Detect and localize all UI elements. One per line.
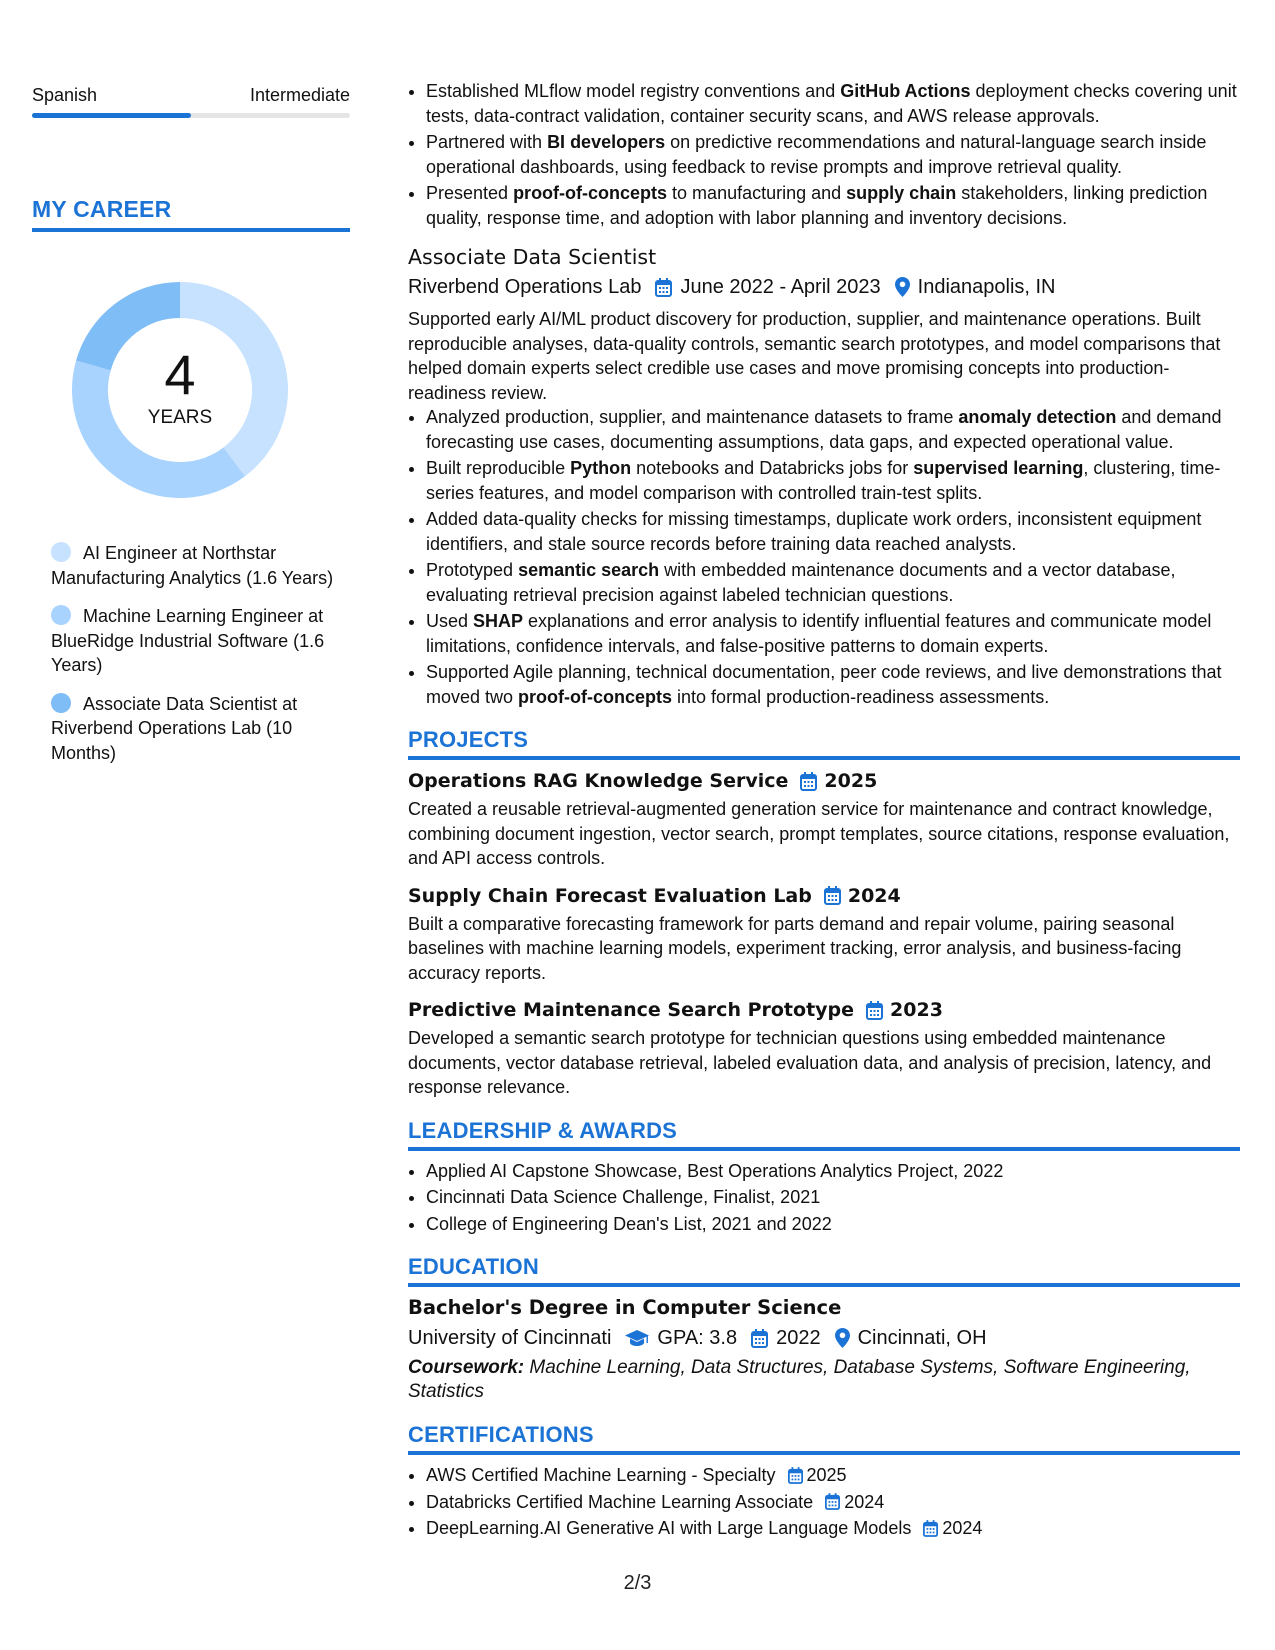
bullet-text: notebooks and Databricks jobs for <box>631 458 914 478</box>
bullet-text: to manufacturing and <box>667 183 847 203</box>
certification-item <box>426 1463 1240 1488</box>
bullet-item <box>426 456 1240 505</box>
language-proficiency-bar <box>32 113 350 118</box>
job-bullets <box>408 405 1240 709</box>
sidebar <box>32 82 350 779</box>
bullet-keyword: proof-of-concepts <box>513 183 668 203</box>
certification-year: 2024 <box>844 1491 885 1512</box>
job-meta <box>408 273 1240 301</box>
legend-label: Associate Data Scientist at Riverbend Operations Lab (10 Months) <box>51 693 298 763</box>
school-location: Cincinnati, OH <box>857 1327 987 1349</box>
certification-name: • AWS Certified Machine Learning - Specialty <box>426 1465 776 1485</box>
legend-dot <box>51 693 71 713</box>
bullet-keyword: SHAP <box>473 611 524 631</box>
bullet-text: Added data-quality checks for missing timestamps, duplicate work orders, inconsistent equipment identifiers, and stale source records before training data reached analysts. <box>426 509 1202 554</box>
bullet-keyword: BI developers <box>547 132 666 152</box>
education-meta <box>408 1324 1240 1352</box>
language-name: Spanish <box>32 85 98 105</box>
legend-dot <box>51 605 71 625</box>
bullet-item <box>426 507 1240 556</box>
project-year: 2024 <box>847 884 901 907</box>
projects-heading: PROJECTS <box>408 727 1240 760</box>
school-name: University of Cincinnati <box>408 1327 612 1349</box>
bullet-text: Presented <box>426 183 514 203</box>
page-number: 2/3 <box>623 1572 652 1594</box>
legend-dot <box>51 542 71 562</box>
bullet-item <box>426 558 1240 607</box>
project-item <box>408 768 1240 871</box>
bullet-text: Used <box>426 611 474 631</box>
leadership-item: • Cincinnati Data Science Challenge, Finalist, 2021 <box>426 1185 1240 1210</box>
bullet-keyword: semantic search <box>518 560 660 580</box>
bullet-text: Supported Agile planning, technical documentation, peer code reviews, and live demonstrations that moved two <box>426 662 1222 707</box>
legend-item <box>51 604 350 678</box>
bullet-text: with embedded maintenance documents and a vector database, evaluating retrieval precision against labeled technician questions. <box>426 560 1176 605</box>
career-total-years: 4 <box>164 343 196 406</box>
location-pin-icon <box>835 1328 850 1348</box>
job-summary: Supported early AI/ML product discovery for production, supplier, and maintenance operations. Built reproducible analyses, data-quality controls, semantic search prototypes, and model comparisons that helped domain experts select credible use cases and move promising concepts into production-readiness review. <box>408 309 1221 403</box>
job-location: Indianapolis, IN <box>917 276 1056 298</box>
project-item <box>408 997 1240 1100</box>
project-title: Operations RAG Knowledge Service <box>408 770 789 792</box>
bullet-text: Built reproducible <box>426 458 571 478</box>
graduation-year: 2022 <box>776 1327 821 1349</box>
certification-name: • Databricks Certified Machine Learning Associate <box>426 1491 814 1512</box>
career-donut-chart <box>67 277 293 503</box>
bullet-text: Analyzed production, supplier, and maintenance datasets to frame <box>426 407 959 427</box>
bullet-item <box>426 609 1240 658</box>
legend-item <box>51 692 350 766</box>
career-heading: MY CAREER <box>32 196 350 232</box>
project-title: Supply Chain Forecast Evaluation Lab <box>408 884 812 907</box>
project-year: 2023 <box>890 999 943 1021</box>
bullet-keyword: GitHub Actions <box>840 81 971 101</box>
bullet-item <box>426 79 1240 128</box>
calendar-icon <box>825 1493 840 1510</box>
coursework-list: Machine Learning, Data Structures, Database Systems, Software Engineering, Statistics <box>408 1357 1191 1402</box>
previous-job-bullets <box>408 79 1240 230</box>
career-total-unit: YEARS <box>147 407 213 428</box>
project-description: Developed a semantic search prototype for technician questions using embedded maintenance documents, vector database retrieval, labeled evaluation data, and analysis of precision, latency, and response relevance. <box>408 1028 1212 1097</box>
coursework <box>408 1356 1240 1404</box>
bullet-keyword: supply chain <box>846 183 957 203</box>
graduation-cap-icon <box>625 1329 649 1347</box>
calendar-icon <box>751 1329 768 1348</box>
job-title: Associate Data Scientist <box>408 245 657 269</box>
certification-item <box>426 1490 1240 1515</box>
bullet-keyword: anomaly detection <box>958 407 1117 427</box>
calendar-icon <box>923 1520 938 1537</box>
bullet-text: , clustering, time-series features, and model comparison with controlled train-test splits. <box>426 458 1221 503</box>
bullet-text: Established MLflow model registry conventions and <box>426 81 841 101</box>
job-company: Riverbend Operations Lab <box>408 276 642 298</box>
legend-item <box>51 541 350 590</box>
bullet-text: on predictive recommendations and natural-language search inside operational dashboards, using feedback to revise prompts and improve retrieval quality. <box>426 132 1207 177</box>
leadership-list <box>408 1159 1240 1237</box>
main-content <box>408 79 1240 1543</box>
bullet-text: deployment checks covering unit tests, data-contract validation, container security scans, and AWS release approvals. <box>426 81 1237 126</box>
language-proficiency-fill <box>32 113 191 118</box>
legend-label: AI Engineer at Northstar Manufacturing Analytics (1.6 Years) <box>51 543 334 588</box>
bullet-text: and demand forecasting use cases, documenting assumptions, data gaps, and expected operational value. <box>426 407 1222 452</box>
bullet-item <box>426 130 1240 179</box>
job-dates: June 2022 - April 2023 <box>680 276 881 298</box>
legend-label: Machine Learning Engineer at BlueRidge Industrial Software (1.6 Years) <box>51 606 325 675</box>
calendar-icon <box>788 1467 803 1484</box>
bullet-keyword: Python <box>570 458 632 478</box>
project-description: Created a reusable retrieval-augmented generation service for maintenance and contract knowledge, combining document ingestion, vector search, prompt templates, source citations, response evaluation, and API access controls. <box>408 799 1230 868</box>
education-heading: EDUCATION <box>408 1254 1240 1287</box>
bullet-item <box>426 405 1240 454</box>
project-description: Built a comparative forecasting framework for parts demand and repair volume, pairing seasonal baselines with machine learning models, experiment tracking, error analysis, and business-facing accuracy reports. <box>408 913 1182 983</box>
leadership-item: • College of Engineering Dean's List, 2021 and 2022 <box>426 1212 1240 1237</box>
bullet-text: stakeholders, linking prediction quality, response time, and adoption with labor planning and inventory decisions. <box>426 183 1208 228</box>
bullet-text: Partnered with <box>426 132 548 152</box>
certification-item <box>426 1516 1240 1541</box>
bullet-keyword: supervised learning <box>913 458 1084 478</box>
certification-year: 2025 <box>806 1465 847 1485</box>
bullet-text: Prototyped <box>426 560 519 580</box>
certifications-heading: CERTIFICATIONS <box>408 1422 1240 1455</box>
bullet-item <box>426 181 1240 230</box>
project-item <box>408 883 1240 986</box>
career-legend <box>32 541 350 765</box>
project-title: Predictive Maintenance Search Prototype <box>408 999 855 1021</box>
certification-name: • DeepLearning.AI Generative AI with Large Language Models <box>426 1518 912 1538</box>
bullet-item <box>426 660 1240 709</box>
gpa: GPA: 3.8 <box>657 1327 738 1349</box>
location-pin-icon <box>895 277 910 297</box>
calendar-icon <box>866 1001 883 1020</box>
bullet-keyword: proof-of-concepts <box>518 686 673 707</box>
calendar-icon <box>655 278 672 297</box>
bullet-text: into formal production-readiness assessments. <box>672 686 1050 707</box>
project-year: 2025 <box>824 770 878 792</box>
leadership-item: • Applied AI Capstone Showcase, Best Operations Analytics Project, 2022 <box>426 1159 1240 1184</box>
calendar-icon <box>824 886 841 905</box>
language-entry <box>32 82 350 118</box>
coursework-label: Coursework: <box>408 1357 525 1378</box>
calendar-icon <box>800 772 817 791</box>
language-level: Intermediate <box>249 85 350 105</box>
bullet-text: explanations and error analysis to identify influential features and communicate model limitations, confidence intervals, and false-positive patterns to domain experts. <box>426 611 1212 656</box>
certification-year: 2024 <box>942 1518 983 1538</box>
degree-title: Bachelor's Degree in Computer Science <box>408 1296 842 1319</box>
certifications-list <box>408 1463 1240 1541</box>
leadership-heading: LEADERSHIP & AWARDS <box>408 1118 1240 1151</box>
